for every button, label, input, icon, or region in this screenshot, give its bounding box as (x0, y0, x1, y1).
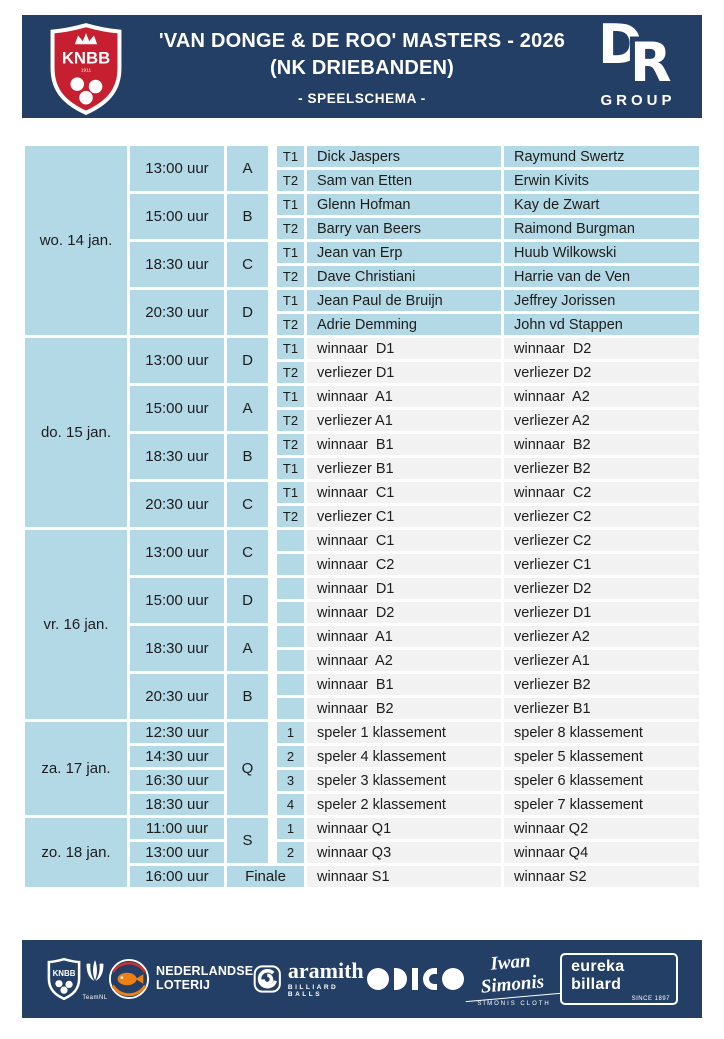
match-tag: T2 (277, 506, 304, 527)
odico-i-icon (412, 968, 418, 990)
player-cell-left: verliezer C1 (307, 506, 501, 527)
time-cell: 20:30 uur (130, 482, 224, 527)
group-cell: B (227, 674, 268, 719)
group-cell: A (227, 146, 268, 191)
player-cell-right: verliezer D1 (504, 602, 699, 623)
header (22, 15, 702, 118)
odico-c-icon (423, 968, 437, 990)
match-tag-cell (271, 194, 304, 215)
odico-logo (367, 968, 464, 990)
match-tag-cell (271, 290, 304, 311)
match-tag-cell (271, 554, 304, 575)
player-cell-left: verliezer A1 (307, 410, 501, 431)
schedule-table (22, 143, 702, 890)
group-cell: Q (227, 722, 268, 815)
schedule-row (25, 722, 699, 743)
match-tag-cell (271, 482, 304, 503)
group-cell: C (227, 242, 268, 287)
player-cell-left: winnaar A1 (307, 626, 501, 647)
player-cell-right: verliezer B2 (504, 458, 699, 479)
match-tag-cell (271, 794, 304, 815)
group-cell: B (227, 434, 268, 479)
time-cell: 20:30 uur (130, 290, 224, 335)
match-tag-cell (271, 770, 304, 791)
match-tag-cell (271, 242, 304, 263)
player-cell-right: Kay de Zwart (504, 194, 699, 215)
player-cell-left: winnaar C2 (307, 554, 501, 575)
match-tag: T2 (277, 170, 304, 191)
player-cell-right: winnaar S2 (504, 866, 699, 887)
match-tag: T2 (277, 266, 304, 287)
match-tag-cell (271, 602, 304, 623)
day-cell: za. 17 jan. (25, 722, 127, 815)
player-cell-left: Sam van Etten (307, 170, 501, 191)
odico-o2-icon (442, 968, 464, 990)
loterij-fish-icon (108, 958, 150, 1000)
match-tag: T1 (277, 146, 304, 167)
player-cell-right: verliezer C1 (504, 554, 699, 575)
match-tag: T1 (277, 482, 304, 503)
player-cell-left: winnaar A1 (307, 386, 501, 407)
match-tag-cell (271, 218, 304, 239)
player-cell-left: winnaar A2 (307, 650, 501, 671)
player-cell-right: speler 7 klassement (504, 794, 699, 815)
odico-o-icon (367, 968, 389, 990)
page-title: 'VAN DONGE & DE ROO' MASTERS - 2026 (158, 30, 566, 52)
knbb-outline-shield-icon (46, 957, 82, 1001)
time-cell: 15:00 uur (130, 194, 224, 239)
player-cell-right: Huub Wilkowski (504, 242, 699, 263)
match-tag (277, 578, 304, 599)
match-tag-cell (271, 506, 304, 527)
match-tag: T1 (277, 458, 304, 479)
player-cell-right: John vd Stappen (504, 314, 699, 335)
time-cell: 20:30 uur (130, 674, 224, 719)
aramith-spiral-icon (253, 963, 282, 995)
knbb-shield-label: KNBB (61, 48, 111, 68)
time-cell: 18:30 uur (130, 242, 224, 287)
player-cell-right: winnaar A2 (504, 386, 699, 407)
match-tag: T1 (277, 290, 304, 311)
player-cell-left: winnaar S1 (307, 866, 501, 887)
match-tag: 2 (277, 746, 304, 767)
match-tag: 1 (277, 818, 304, 839)
group-cell: B (227, 194, 268, 239)
player-cell-left: Glenn Hofman (307, 194, 501, 215)
player-cell-right: Jeffrey Jorissen (504, 290, 699, 311)
eureka-sublabel: SINCE 1897 (631, 996, 670, 1002)
match-tag-cell (271, 530, 304, 551)
player-cell-right: Raymund Swertz (504, 146, 699, 167)
match-tag-cell (271, 266, 304, 287)
schedule-row (25, 146, 699, 167)
player-cell-left: verliezer D1 (307, 362, 501, 383)
match-tag (277, 698, 304, 719)
time-cell: 14:30 uur (130, 746, 224, 767)
player-cell-left: winnaar C1 (307, 530, 501, 551)
time-cell: 18:30 uur (130, 434, 224, 479)
match-tag-cell (271, 698, 304, 719)
knbb-footer-label: KNBB (52, 968, 76, 978)
schedule (22, 143, 702, 890)
dr-group-label: GROUP (600, 92, 676, 109)
iwan-simonis-logo (462, 947, 562, 1010)
loterij-line2: LOTERIJ (156, 978, 211, 992)
player-cell-right: verliezer C2 (504, 530, 699, 551)
time-cell: 15:00 uur (130, 578, 224, 623)
time-cell: 13:00 uur (130, 338, 224, 383)
schema-label: - SPEELSCHEMA - (298, 91, 426, 106)
page-subtitle: (NK DRIEBANDEN) (269, 57, 455, 79)
knbb-shield-icon (46, 22, 126, 116)
player-cell-left: speler 4 klassement (307, 746, 501, 767)
player-cell-left: winnaar B1 (307, 674, 501, 695)
dr-letter-r: R (630, 31, 672, 94)
group-cell: C (227, 482, 268, 527)
odico-d-icon (394, 968, 407, 990)
player-cell-left: speler 1 klassement (307, 722, 501, 743)
aramith-label: aramith (287, 958, 364, 983)
player-cell-left: Adrie Demming (307, 314, 501, 335)
group-cell: D (227, 290, 268, 335)
player-cell-right: verliezer A1 (504, 650, 699, 671)
group-cell: D (227, 338, 268, 383)
player-cell-left: Jean van Erp (307, 242, 501, 263)
match-tag: T2 (277, 314, 304, 335)
dr-letters (588, 13, 688, 94)
aramith-logo (253, 960, 367, 998)
player-cell-right: verliezer B1 (504, 698, 699, 719)
player-cell-right: verliezer A2 (504, 626, 699, 647)
match-tag (277, 650, 304, 671)
aramith-sublabel: BILLIARD BALLS (287, 984, 339, 998)
player-cell-right: verliezer D2 (504, 362, 699, 383)
player-cell-right: verliezer B2 (504, 674, 699, 695)
match-tag: 3 (277, 770, 304, 791)
player-cell-right: verliezer C2 (504, 506, 699, 527)
time-cell: 16:30 uur (130, 770, 224, 791)
match-tag (277, 602, 304, 623)
match-tag: 1 (277, 722, 304, 743)
group-cell: A (227, 626, 268, 671)
match-tag-cell (271, 578, 304, 599)
time-cell: 15:00 uur (130, 386, 224, 431)
player-cell-left: verliezer B1 (307, 458, 501, 479)
player-cell-left: winnaar B1 (307, 434, 501, 455)
match-tag-cell (271, 338, 304, 359)
player-cell-left: winnaar Q1 (307, 818, 501, 839)
time-cell: 13:00 uur (130, 842, 224, 863)
match-tag: T1 (277, 194, 304, 215)
time-cell: 18:30 uur (130, 626, 224, 671)
player-cell-left: speler 3 klassement (307, 770, 501, 791)
match-tag: T2 (277, 434, 304, 455)
player-cell-right: speler 8 klassement (504, 722, 699, 743)
match-tag-cell (271, 746, 304, 767)
match-tag: T1 (277, 386, 304, 407)
eureka-label: eureka billard (571, 958, 625, 993)
eureka-billard-logo (560, 953, 678, 1005)
time-cell: 13:00 uur (130, 146, 224, 191)
match-tag-cell (271, 362, 304, 383)
day-cell: vr. 16 jan. (25, 530, 127, 719)
knbb-shield-year: 1911 (80, 68, 92, 74)
day-cell: zo. 18 jan. (25, 818, 127, 887)
dr-letter-d: D (598, 13, 643, 76)
player-cell-left: Dick Jaspers (307, 146, 501, 167)
match-tag: 2 (277, 842, 304, 863)
simonis-signature: Iwan Simonis (462, 947, 562, 1001)
time-cell: 16:00 uur (130, 866, 224, 887)
match-tag-cell (271, 458, 304, 479)
schedule-table-body (25, 146, 699, 887)
match-tag-cell (271, 386, 304, 407)
player-cell-right: winnaar C2 (504, 482, 699, 503)
schedule-row (25, 338, 699, 359)
day-cell: wo. 14 jan. (25, 146, 127, 335)
dr-group-logo (588, 13, 688, 111)
player-cell-left: Dave Christiani (307, 266, 501, 287)
player-cell-left: winnaar Q3 (307, 842, 501, 863)
player-cell-right: Raimond Burgman (504, 218, 699, 239)
match-tag: T2 (277, 362, 304, 383)
match-tag-cell (271, 818, 304, 839)
player-cell-left: Barry van Beers (307, 218, 501, 239)
match-tag-cell (271, 410, 304, 431)
player-cell-right: winnaar Q4 (504, 842, 699, 863)
group-cell: S (227, 818, 268, 863)
player-cell-right: winnaar D2 (504, 338, 699, 359)
match-tag (277, 674, 304, 695)
player-cell-right: winnaar B2 (504, 434, 699, 455)
player-cell-left: winnaar C1 (307, 482, 501, 503)
simonis-sublabel: SIMONIS CLOTH (477, 1000, 551, 1007)
match-tag (277, 626, 304, 647)
match-tag-cell (271, 674, 304, 695)
group-cell: D (227, 578, 268, 623)
knbb-footer-logo (46, 957, 82, 1001)
day-cell: do. 15 jan. (25, 338, 127, 527)
group-cell: C (227, 530, 268, 575)
match-tag-cell (271, 314, 304, 335)
player-cell-right: verliezer A2 (504, 410, 699, 431)
player-cell-left: speler 2 klassement (307, 794, 501, 815)
match-tag-cell (271, 170, 304, 191)
player-cell-left: Jean Paul de Bruijn (307, 290, 501, 311)
player-cell-right: speler 6 klassement (504, 770, 699, 791)
match-tag-cell (271, 650, 304, 671)
match-tag-cell (271, 146, 304, 167)
match-tag-cell (271, 626, 304, 647)
player-cell-right: speler 5 klassement (504, 746, 699, 767)
nederlandse-loterij-logo (108, 958, 253, 1000)
group-cell: A (227, 386, 268, 431)
match-tag: T1 (277, 338, 304, 359)
match-tag: T2 (277, 218, 304, 239)
time-cell: 11:00 uur (130, 818, 224, 839)
match-tag (277, 554, 304, 575)
schedule-row (25, 818, 699, 839)
schedule-row (25, 530, 699, 551)
match-tag (277, 530, 304, 551)
time-cell: 13:00 uur (130, 530, 224, 575)
player-cell-right: winnaar Q2 (504, 818, 699, 839)
player-cell-right: Erwin Kivits (504, 170, 699, 191)
time-cell: 18:30 uur (130, 794, 224, 815)
tulip-icon (82, 957, 108, 993)
player-cell-left: winnaar B2 (307, 698, 501, 719)
loterij-line1: NEDERLANDSE (156, 964, 254, 979)
match-tag-cell (271, 842, 304, 863)
player-cell-left: winnaar D1 (307, 338, 501, 359)
finale-cell: Finale (227, 866, 304, 887)
player-cell-right: verliezer D2 (504, 578, 699, 599)
player-cell-left: winnaar D1 (307, 578, 501, 599)
match-tag-cell (271, 434, 304, 455)
footer-sponsors (22, 940, 702, 1018)
match-tag: T2 (277, 410, 304, 431)
player-cell-right: Harrie van de Ven (504, 266, 699, 287)
match-tag-cell (271, 722, 304, 743)
time-cell: 12:30 uur (130, 722, 224, 743)
player-cell-left: winnaar D2 (307, 602, 501, 623)
match-tag: 4 (277, 794, 304, 815)
teamnl-label: TeamNL (82, 995, 108, 1001)
teamnl-logo (82, 957, 108, 1001)
match-tag: T1 (277, 242, 304, 263)
